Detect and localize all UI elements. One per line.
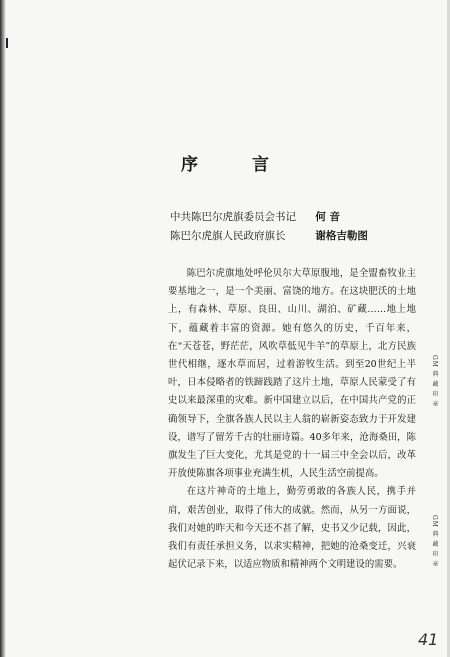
- paragraph: 在这片神奇的土地上，勤劳勇敢的各族人民，携手并肩，艰苦创业，取得了伟大的成就。然而，从另一方面说，我们对她的昨天和今天还不甚了解，史书又少记载，因此，我们有责任承担义务，以求实精神，把她的沧桑变迁，兴衰起伏记录下来，以适应物质和精神两个文明建设的需要。: [168, 486, 416, 571]
- author-row: [170, 208, 368, 227]
- title-char-1: 序: [181, 155, 198, 175]
- margin-stamp: GM 典 藏 印 章: [431, 355, 438, 408]
- author-organization: 陈巴尔虎旗人民政府旗长: [170, 230, 286, 242]
- binding-mark: [6, 38, 8, 48]
- page-number: 41: [418, 630, 439, 649]
- author-block: [170, 208, 368, 246]
- author-name: 谢格吉勒图: [315, 230, 368, 242]
- preface-body: [168, 265, 416, 574]
- page-binding-edge: [0, 0, 6, 657]
- author-organization: 中共陈巴尔虎旗委员会书记: [170, 211, 296, 223]
- title-char-2: 言: [252, 155, 269, 175]
- author-name: 何 音: [315, 211, 340, 223]
- paragraph: 陈巴尔虎旗地处呼伦贝尔大草原腹地，是全盟畜牧业主要基地之一，是一个美丽、富饶的地方。在这块肥沃的土地上，有森林、草原、良田、山川、湖泊、矿藏……地上地下，蕴藏着丰富的资源。她有悠久的历史，千百年来，在“天苍苍，野茫茫，风吹草低见牛羊”的草原上，北方民族世代相继，逐水草而居，过着游牧生活。到至20世纪上半叶，日本侵略者的铁蹄践踏了这片土地，草原人民蒙受了有史以来最深重的灾难。新中国建立以后，在中国共产党的正确领导下，全旗各族人民以主人翁的崭新姿态致力于开发建设，谱写了留芳千古的壮丽诗篇。40多年来，沧海桑田，陈旗发生了巨大变化，尤其是党的十一届三中全会以后，改革开放使陈旗各项事业充满生机，人民生活空前提高。: [168, 268, 416, 480]
- author-row: [170, 227, 368, 246]
- page-title: [0, 150, 450, 175]
- margin-stamp: GM 典 藏 印 章: [431, 515, 438, 568]
